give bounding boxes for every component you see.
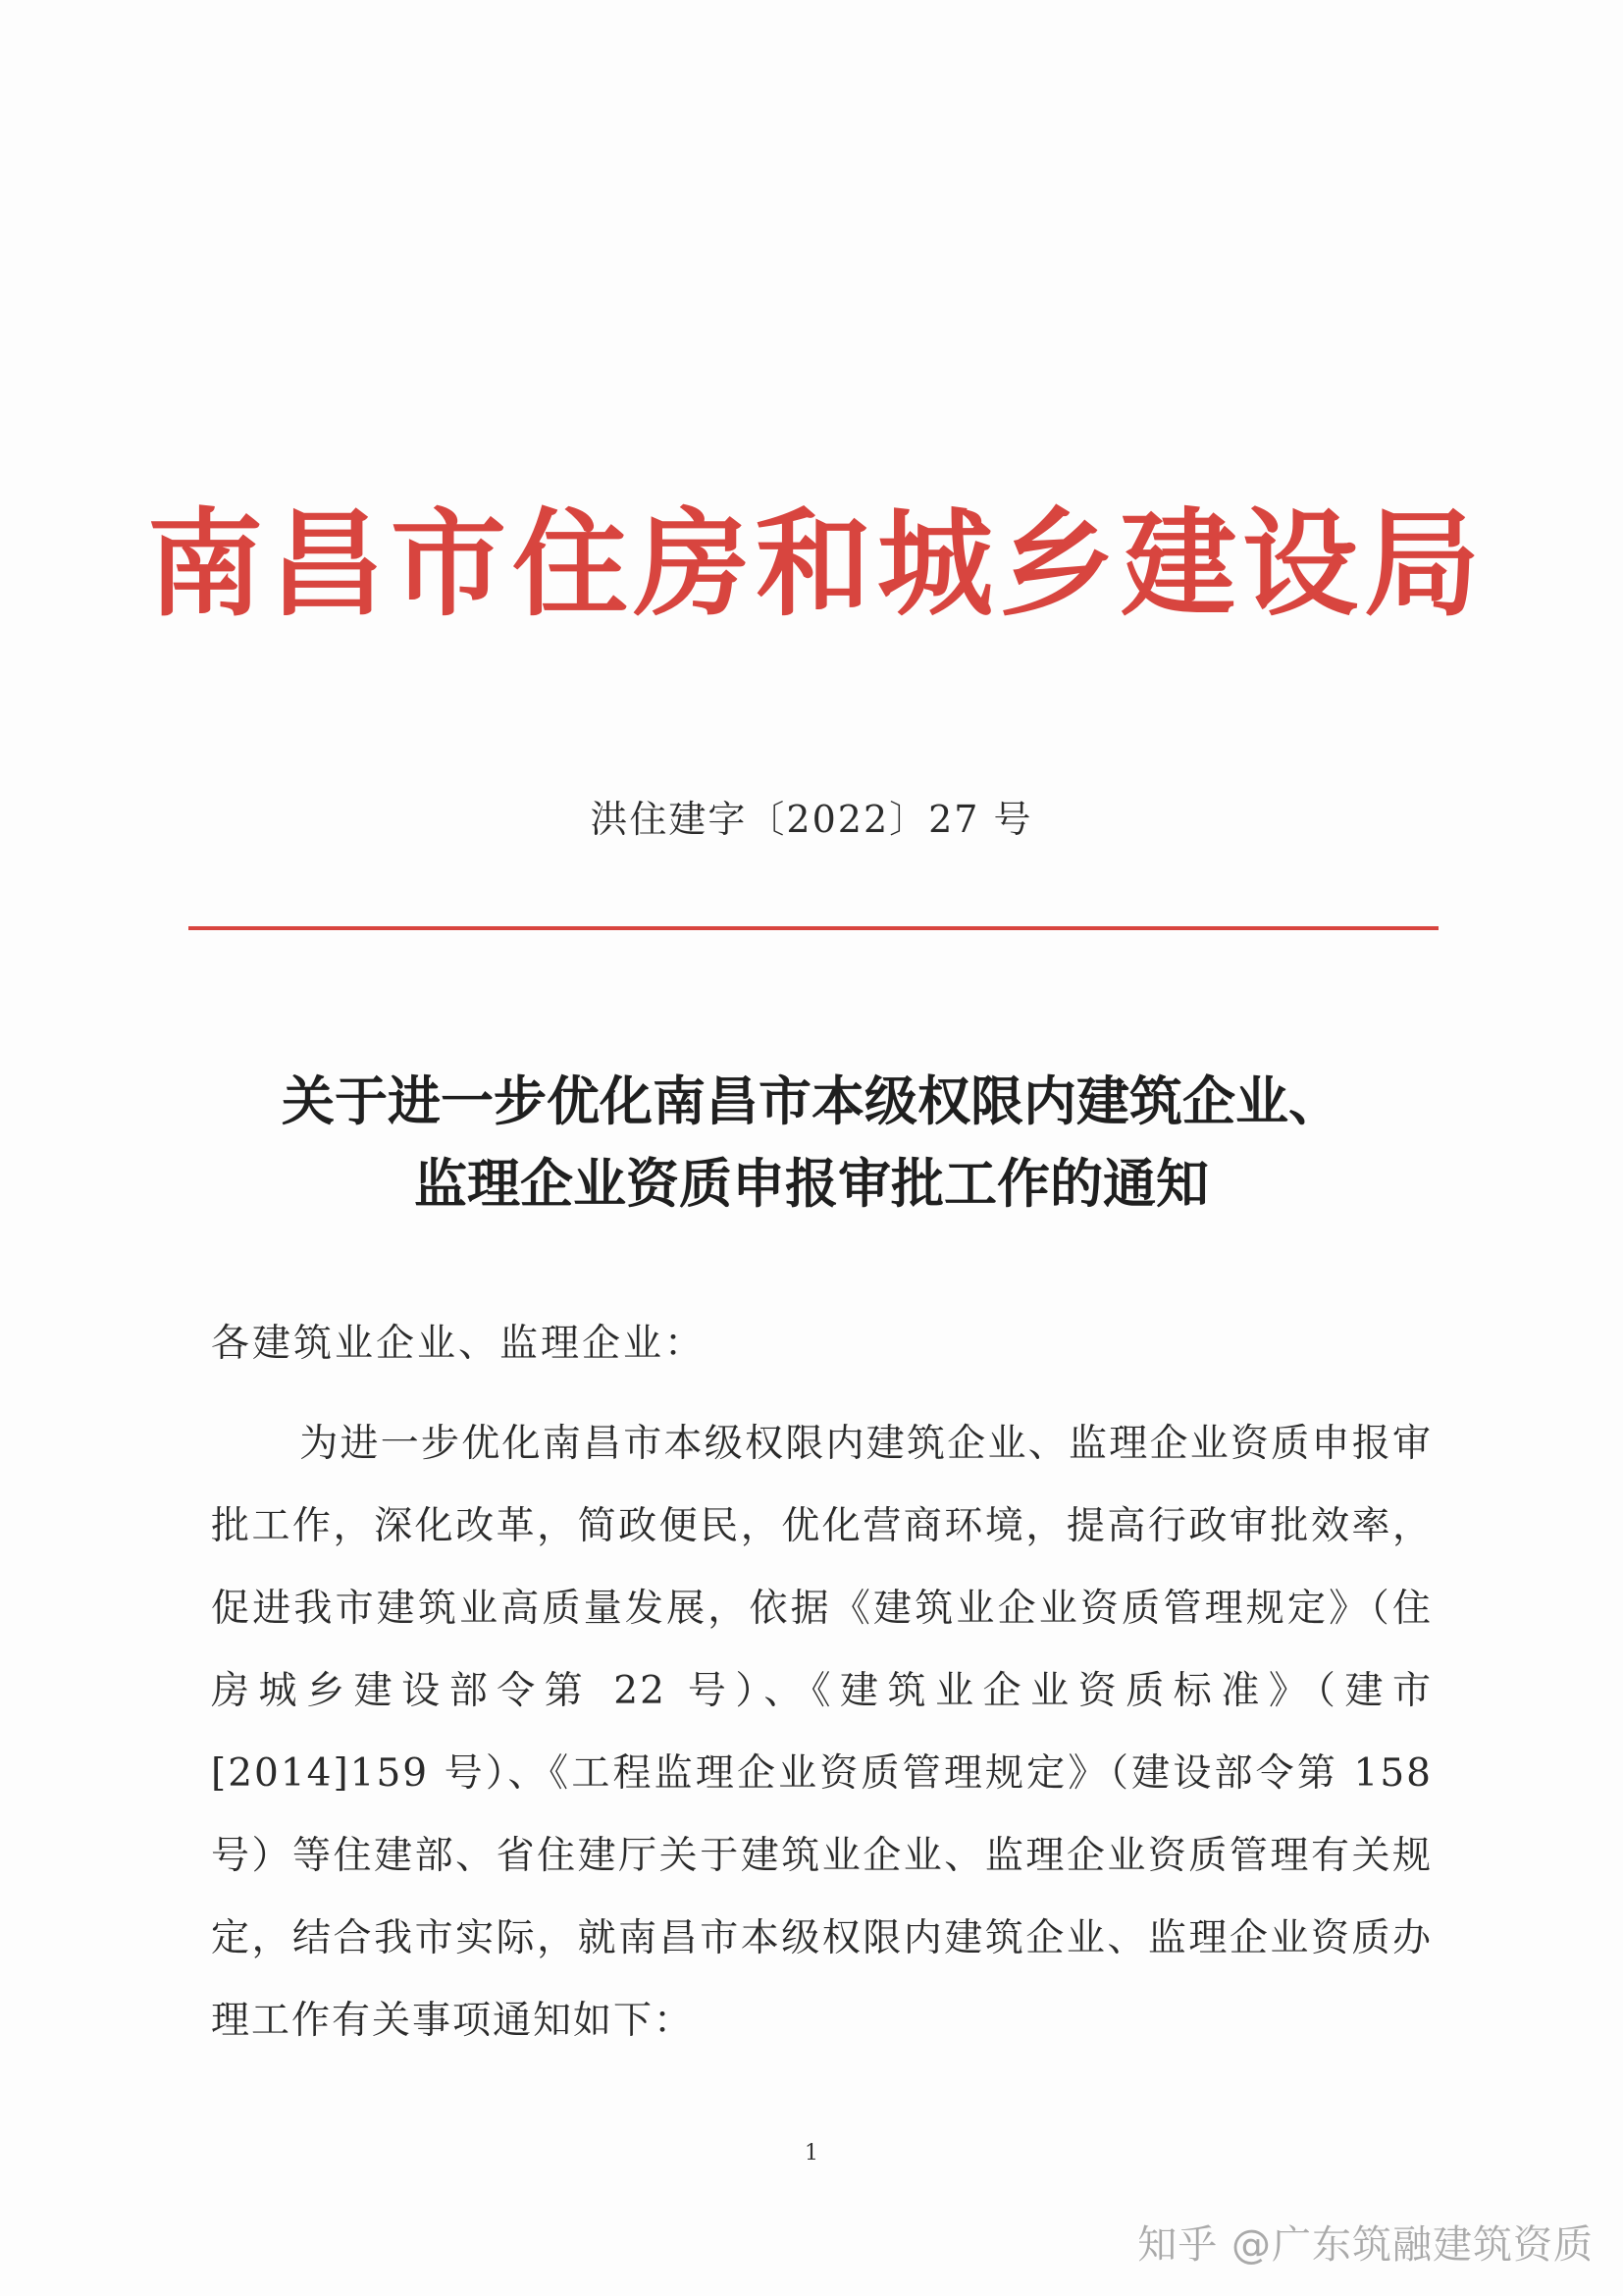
letterhead-title: 南昌市住房和城乡建设局 bbox=[147, 496, 1487, 632]
body-paragraph-text: 为进一步优化南昌市本级权限内建筑企业、监理企业资质申报审批工作，深化改革，简政便民，优化营商环境，提高行政审批效率，促进我市建筑业高质量发展，依据《建筑业企业资质管理规定》（住房城乡建设部令第 22 号）、《建筑业企业资质标准》（建市[2014]159 号）、《工程监理企业资质管理规定》（建设部令第 158 号）等住建部、省住建厅关于建筑业企业、监理企业资质管理有关规定，结合我市实际，就南昌市本级权限内建筑企业、监理企业资质办理工作有关事项通知如下： bbox=[211, 1422, 1433, 2043]
zhihu-watermark: 知乎 @广东筑融建筑资质 bbox=[1137, 2222, 1594, 2268]
page-number: 1 bbox=[805, 2141, 818, 2166]
document-title bbox=[137, 1060, 1486, 1225]
body-paragraph bbox=[211, 1403, 1433, 2062]
document-number: 洪住建字〔2022〕27 号 bbox=[590, 798, 1033, 841]
red-divider-line bbox=[188, 926, 1439, 930]
title-line-1: 关于进一步优化南昌市本级权限内建筑企业、 bbox=[282, 1070, 1341, 1132]
title-line-2: 监理企业资质申报审批工作的通知 bbox=[414, 1152, 1209, 1215]
salutation: 各建筑业企业、监理企业： bbox=[211, 1322, 707, 1366]
